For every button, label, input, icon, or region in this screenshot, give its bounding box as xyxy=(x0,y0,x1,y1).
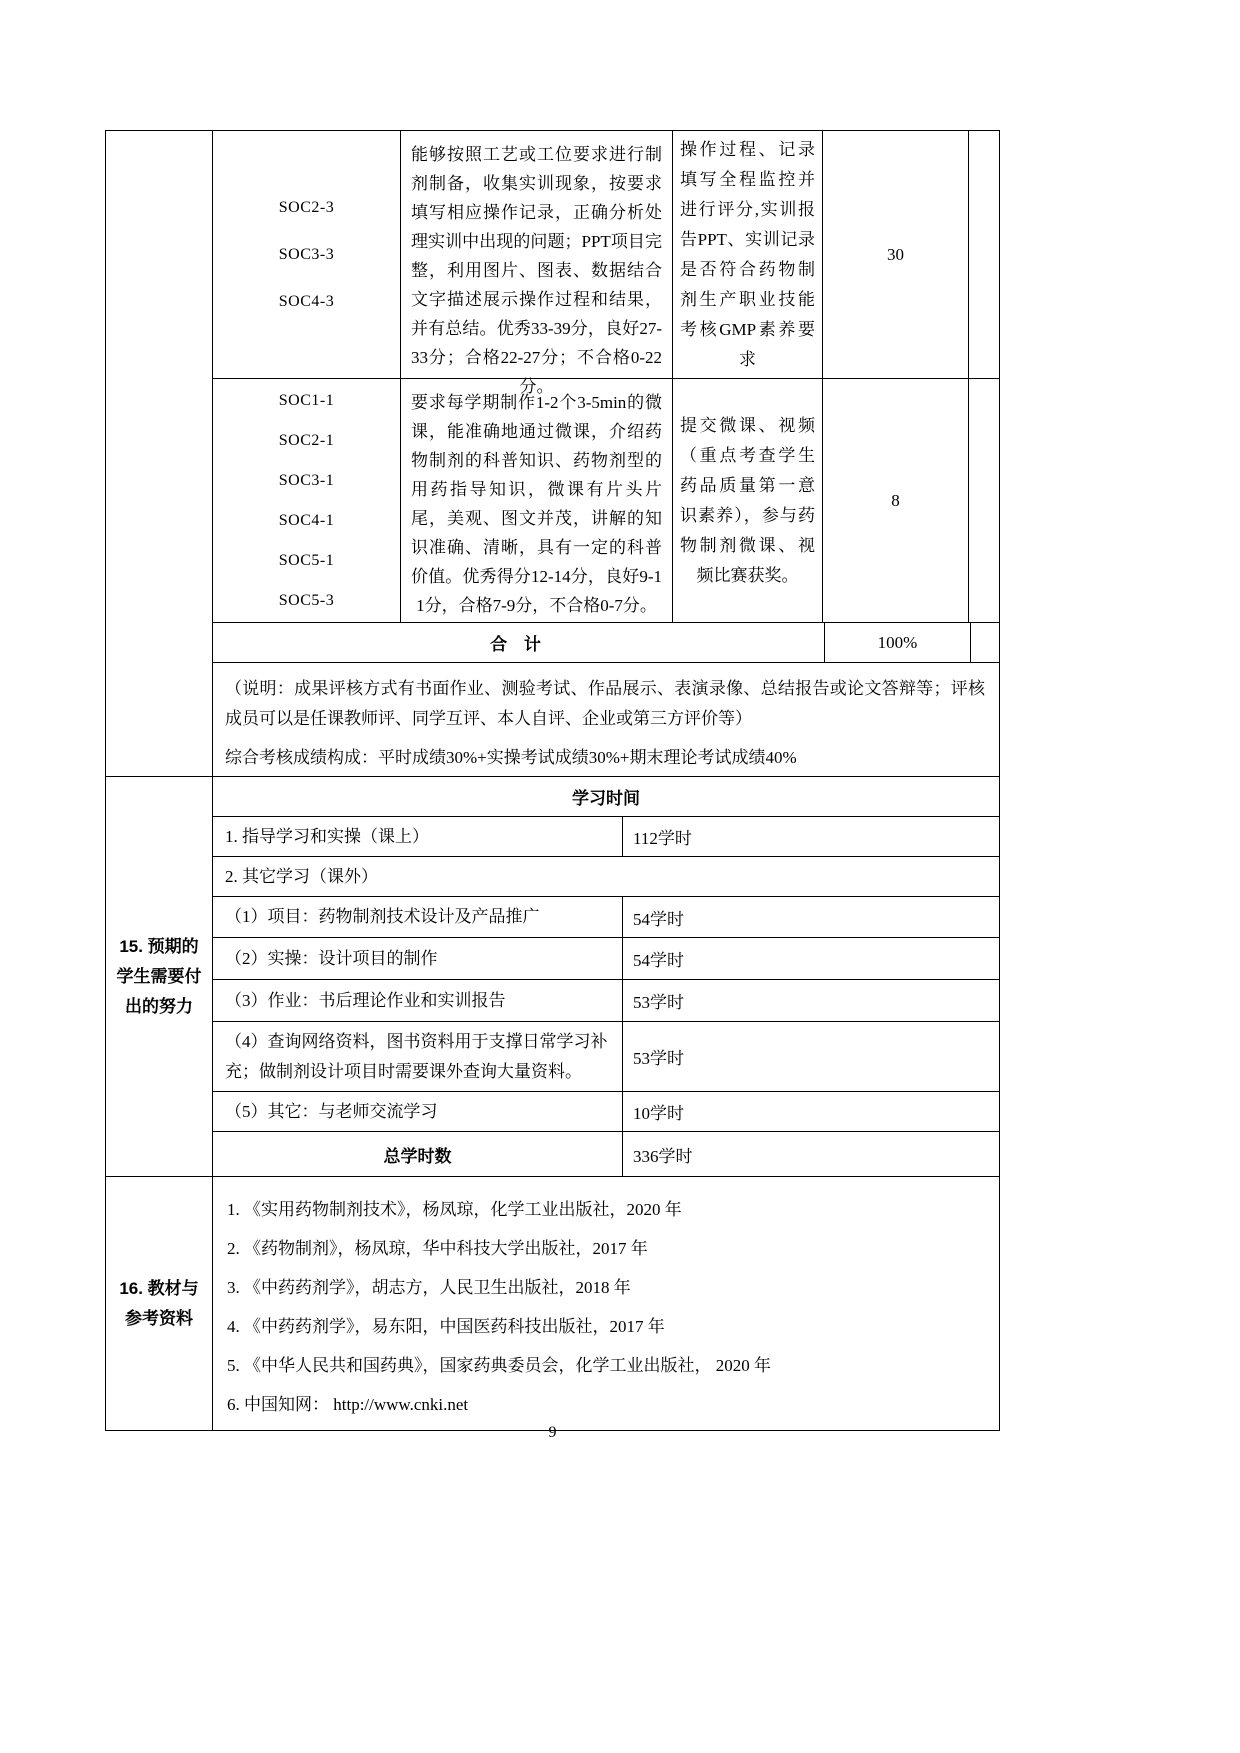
study-time-row xyxy=(213,817,999,857)
study-time-row xyxy=(213,897,999,938)
assessment-description: 能够按照工艺或工位要求进行制剂制备，收集实训现象，按要求填写相应操作记录，正确分析处理实训中出现的问题；PPT项目完整，利用图片、图表、数据结合文字描述展示操作过程和结果，并有总结。优秀33-39分，良好27-33分；合格22-27分；不合格0-22分。 xyxy=(411,145,662,396)
assessment-row-1 xyxy=(213,131,999,396)
study-time-total-row xyxy=(213,1132,999,1176)
soc-codes-list xyxy=(213,379,401,622)
assessment-notes xyxy=(213,663,999,776)
study-time-row xyxy=(213,857,999,897)
study-item-label: （2）实操：设计项目的制作 xyxy=(213,938,623,979)
assessment-method: 提交微课、视频（重点考查学生药品质量第一意识素养），参与药物制剂微课、视频比赛获奖。 xyxy=(680,415,815,585)
study-item-hours: 10学时 xyxy=(633,1104,684,1123)
section-16-label: 16. 教材与参考资料 xyxy=(106,1177,213,1430)
reference-item: 6. 中国知网： http://www.cnki.net xyxy=(227,1395,469,1414)
reference-item: 3. 《中药药剂学》，胡志方，人民卫生出版社，2018 年 xyxy=(227,1278,631,1297)
references-list xyxy=(213,1177,999,1430)
assessment-score: 30 xyxy=(823,131,969,378)
assessment-note-row xyxy=(213,663,999,776)
course-syllabus-table xyxy=(105,130,1000,1431)
references-row xyxy=(213,1177,999,1430)
study-item-hours: 53学时 xyxy=(633,1049,684,1068)
assessment-note-explanation: （说明：成果评核方式有书面作业、测验考试、作品展示、表演录像、总结报告或论文答辩等；评核成员可以是任课教师评、同学互评、本人自评、企业或第三方评价等） xyxy=(225,679,985,728)
soc-code: SOC1-1 xyxy=(278,391,335,409)
study-time-row xyxy=(213,938,999,980)
total-percentage: 100% xyxy=(825,623,971,662)
total-hours-value: 336学时 xyxy=(633,1146,693,1166)
study-item-label: （3）作业：书后理论作业和实训报告 xyxy=(213,980,623,1021)
study-item-hours: 54学时 xyxy=(633,909,684,929)
assessment-score: 8 xyxy=(823,379,969,622)
reference-item: 2. 《药物制剂》，杨凤琼，华中科技大学出版社，2017 年 xyxy=(227,1239,648,1258)
soc-code: SOC4-3 xyxy=(278,293,335,310)
soc-code: SOC2-1 xyxy=(278,431,335,449)
soc-code: SOC5-1 xyxy=(278,551,335,569)
study-item-label: （1）项目：药物制剂技术设计及产品推广 xyxy=(213,897,623,937)
study-time-title: 学习时间 xyxy=(572,789,640,808)
study-time-row xyxy=(213,1092,999,1132)
assessment-row-2 xyxy=(213,379,999,623)
empty-cell xyxy=(969,379,999,622)
reference-item: 4. 《中药药剂学》，易东阳，中国医药科技出版社，2017 年 xyxy=(227,1317,665,1336)
soc-code: SOC2-3 xyxy=(278,199,335,216)
assessment-description-cell xyxy=(401,131,673,396)
study-item-hours: 54学时 xyxy=(633,951,684,970)
assessment-label-cell-empty xyxy=(106,131,213,776)
assessment-method-cell xyxy=(673,131,823,378)
study-item-label: （4）查询网络资料，图书资料用于支撑日常学习补充；做制剂设计项目时需要课外查询大量资料。 xyxy=(213,1022,623,1091)
study-item-label: 1. 指导学习和实操（课上） xyxy=(213,817,623,856)
soc-codes-list xyxy=(213,131,401,378)
assessment-description: 要求每学期制作1-2个3-5min的微课，能准确地通过微课，介绍药物制剂的科普知识、药物剂型的用药指导知识，微课有片头片尾，美观、图文并茂，讲解的知识准确、清晰，具有一定的科普价值。优秀得分12-14分，良好9-11分，合格7-9分，不合格0-7分。 xyxy=(411,393,662,615)
page-number: 9 xyxy=(548,1424,557,1441)
study-item-hours: 112学时 xyxy=(633,829,692,848)
section-15-label: 15. 预期的学生需要付出的努力 xyxy=(106,777,213,1176)
study-time-row xyxy=(213,1022,999,1092)
reference-item: 1. 《实用药物制剂技术》，杨凤琼，化学工业出版社，2020 年 xyxy=(227,1200,682,1219)
study-item-label: 2. 其它学习（课外） xyxy=(225,866,378,886)
assessment-method-cell xyxy=(673,379,823,622)
study-time-row xyxy=(213,980,999,1022)
assessment-note-composition: 综合考核成绩构成：平时成绩30%+实操考试成绩30%+期末理论考试成绩40% xyxy=(225,748,797,767)
assessment-method: 操作过程、记录填写全程监控并进行评分,实训报告PPT、实训记录是否符合药物制剂生产职业技能考核GMP素养要求 xyxy=(680,139,815,369)
study-item-label: （5）其它：与老师交流学习 xyxy=(213,1092,623,1131)
empty-cell xyxy=(971,623,999,662)
empty-cell xyxy=(969,131,999,378)
total-hours-label: 总学时数 xyxy=(213,1132,623,1176)
assessment-total-row xyxy=(213,623,999,663)
total-label: 合 计 xyxy=(213,623,825,662)
soc-code: SOC3-1 xyxy=(278,471,335,489)
assessment-section xyxy=(106,131,999,777)
soc-code: SOC5-3 xyxy=(278,591,335,609)
section-15-effort xyxy=(106,777,999,1177)
study-time-header xyxy=(213,777,999,817)
study-item-hours: 53学时 xyxy=(633,993,684,1012)
section-16-references xyxy=(106,1177,999,1430)
reference-item: 5. 《中华人民共和国药典》，国家药典委员会，化学工业出版社， 2020 年 xyxy=(227,1356,771,1375)
assessment-description-cell xyxy=(401,379,673,622)
soc-code: SOC3-3 xyxy=(278,246,335,263)
soc-code: SOC4-1 xyxy=(278,511,335,529)
